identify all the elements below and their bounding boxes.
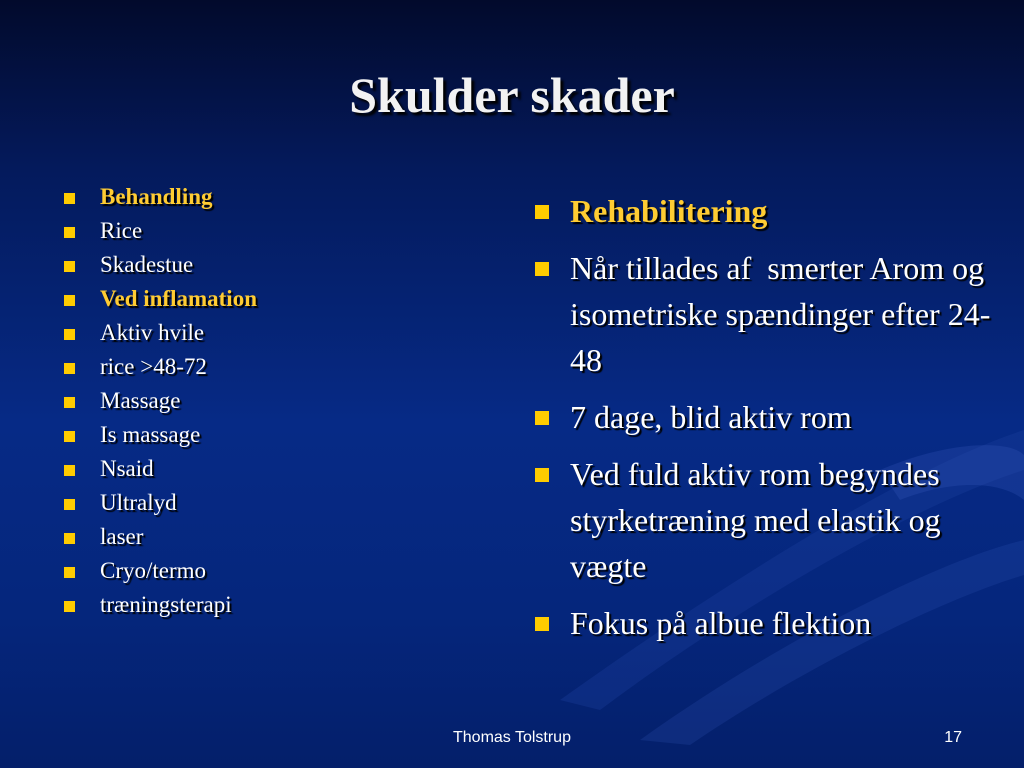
square-bullet-icon <box>64 227 75 238</box>
list-item-text: Rice <box>100 218 143 243</box>
list-item <box>62 418 462 452</box>
list-item <box>62 486 462 520</box>
square-bullet-icon <box>64 431 75 442</box>
list-item-text: Is massage <box>100 422 201 447</box>
list-item <box>62 248 462 282</box>
list-item <box>532 245 1002 383</box>
list-item <box>62 452 462 486</box>
page-number: 17 <box>944 729 962 746</box>
square-bullet-icon <box>64 295 75 306</box>
list-item <box>532 600 1002 646</box>
square-bullet-icon <box>535 262 549 276</box>
list-item-text: Når tillades af smerter Arom og isometriske spændinger efter 24-48 <box>570 250 993 378</box>
list-item-text: laser <box>100 524 144 549</box>
list-item <box>62 520 462 554</box>
list-item <box>532 188 1002 234</box>
list-item <box>62 214 462 248</box>
list-item <box>62 282 462 316</box>
list-item-text: 7 dage, blid aktiv rom <box>570 399 852 435</box>
list-item-text: Massage <box>100 388 181 413</box>
list-item-text: Ultralyd <box>100 490 177 515</box>
list-item-text: Ved fuld aktiv rom begyndes styrketræning med elastik og vægte <box>570 456 941 584</box>
list-item <box>62 554 462 588</box>
list-item-text: Nsaid <box>100 456 154 481</box>
list-item-text: træningsterapi <box>100 592 232 617</box>
slide-title: Skulder skader <box>349 67 675 123</box>
right-bullet-list <box>532 188 1002 657</box>
square-bullet-icon <box>535 411 549 425</box>
square-bullet-icon <box>535 468 549 482</box>
square-bullet-icon <box>535 205 549 219</box>
square-bullet-icon <box>64 193 75 204</box>
list-item-text: Skadestue <box>100 252 194 277</box>
square-bullet-icon <box>64 329 75 340</box>
list-item-text: Cryo/termo <box>100 558 207 583</box>
list-item <box>62 316 462 350</box>
square-bullet-icon <box>64 261 75 272</box>
list-item-text: Behandling <box>100 184 213 209</box>
list-item <box>532 451 1002 589</box>
square-bullet-icon <box>64 567 75 578</box>
square-bullet-icon <box>64 363 75 374</box>
list-item-text: Aktiv hvile <box>100 320 205 345</box>
footer-author: Thomas Tolstrup <box>453 729 571 746</box>
square-bullet-icon <box>64 601 75 612</box>
list-item-text: Ved inflamation <box>100 286 257 311</box>
list-item <box>62 384 462 418</box>
square-bullet-icon <box>64 465 75 476</box>
square-bullet-icon <box>64 499 75 510</box>
list-item <box>532 394 1002 440</box>
list-item-text: Rehabilitering <box>570 193 768 229</box>
list-item-text: Fokus på albue flektion <box>570 605 872 641</box>
square-bullet-icon <box>535 617 549 631</box>
list-item <box>62 350 462 384</box>
list-item <box>62 180 462 214</box>
square-bullet-icon <box>64 397 75 408</box>
left-bullet-list <box>62 180 462 622</box>
square-bullet-icon <box>64 533 75 544</box>
list-item-text: rice >48-72 <box>100 354 207 379</box>
list-item <box>62 588 462 622</box>
